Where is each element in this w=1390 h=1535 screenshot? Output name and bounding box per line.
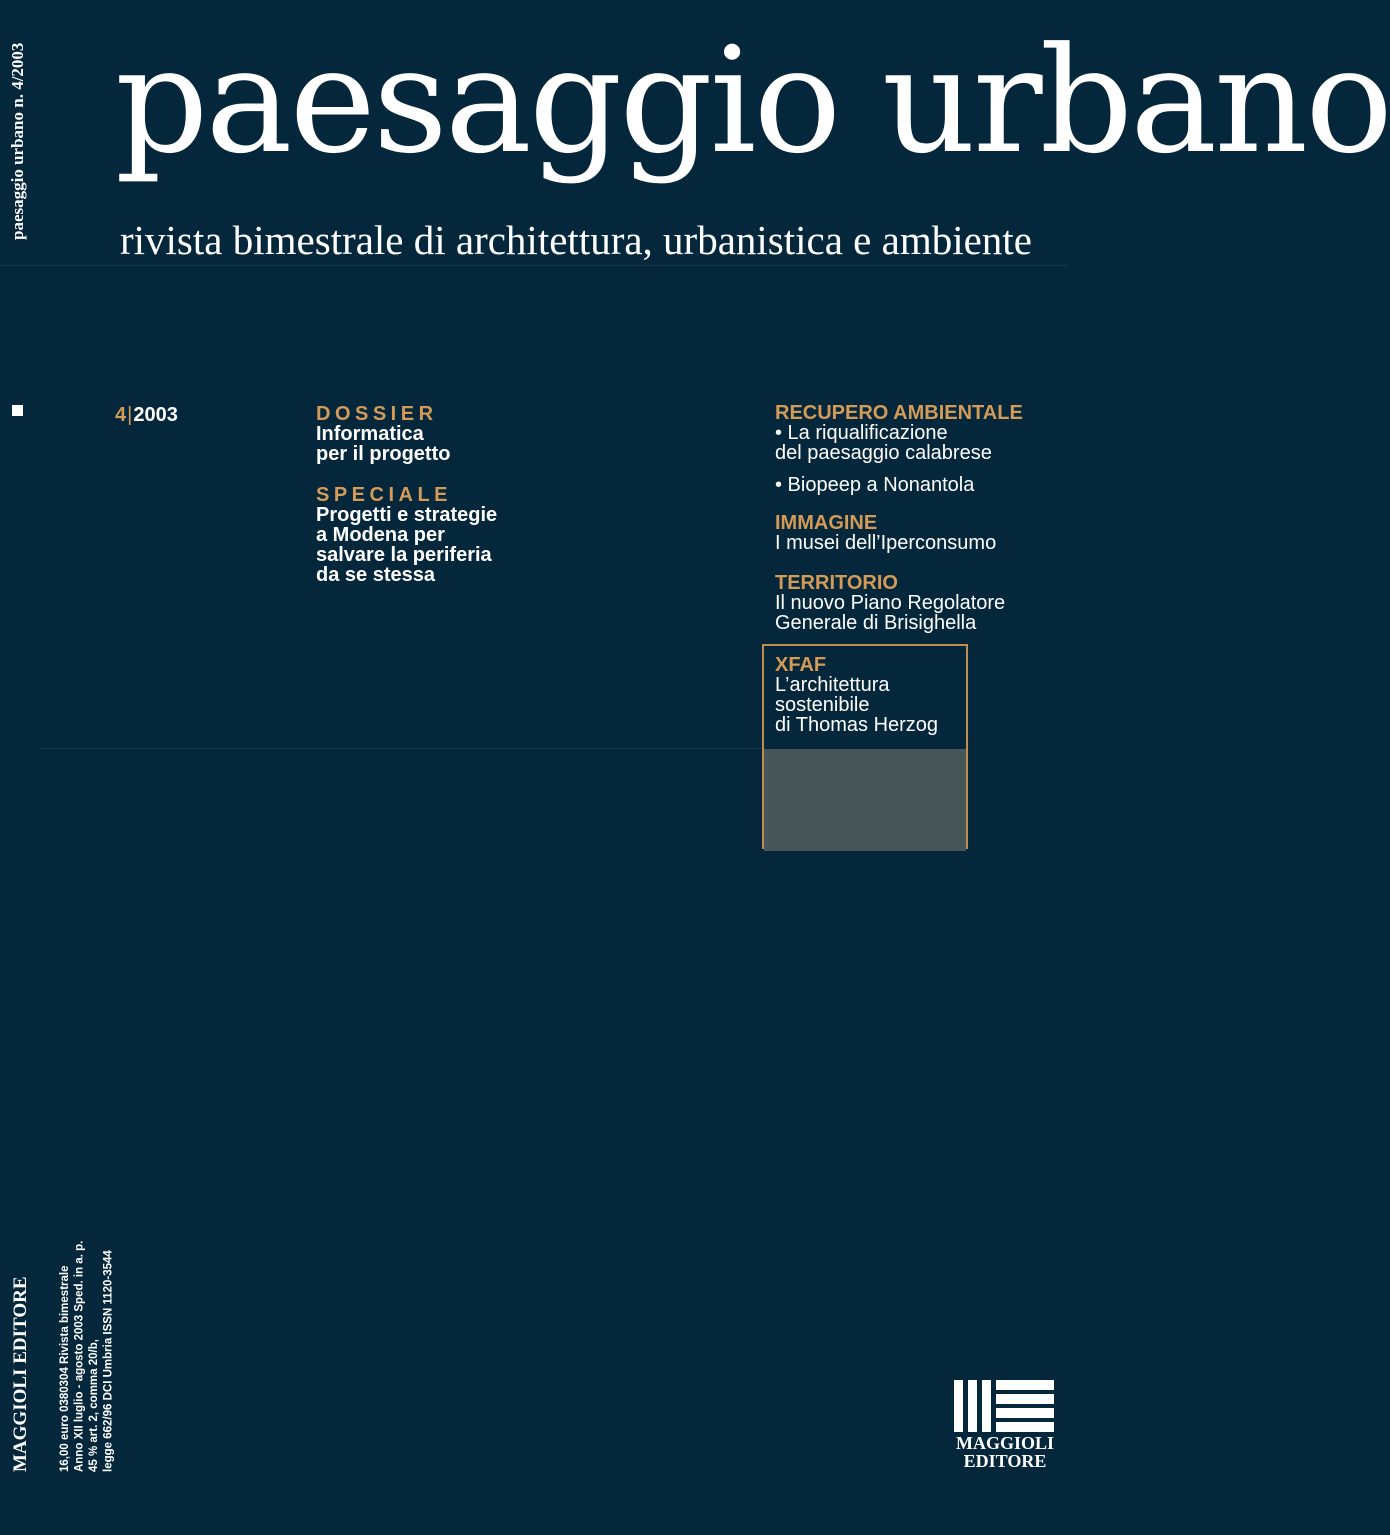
logo-line1: MAGGIOLI — [955, 1433, 1054, 1453]
dossier-label: DOSSIER — [316, 403, 438, 425]
speciale-label: SPECIALE — [316, 484, 453, 506]
dossier-line: per il progetto — [316, 443, 451, 465]
imprint-line: 45 % art. 2, comma 20/b, — [88, 1339, 100, 1472]
maggioli-logo-mark-icon — [954, 1380, 1054, 1432]
issue-number — [115, 404, 178, 427]
xfaf-section — [775, 655, 938, 735]
publisher-logo — [952, 1380, 1058, 1472]
immagine-line: I musei dell’Iperconsumo — [775, 532, 997, 554]
xfaf-line: sostenibile — [775, 694, 870, 716]
top-divider — [0, 265, 1068, 266]
speciale-section — [316, 485, 497, 585]
recupero-section — [775, 403, 1023, 495]
territorio-text — [775, 593, 1005, 633]
recupero-line: • La riqualificazione — [775, 422, 948, 444]
magazine-subtitle: rivista bimestrale di architettura, urbanistica e ambiente — [120, 217, 1032, 263]
imprint-line: Anno XII luglio - agosto 2003 Sped. in a. p. — [73, 1240, 86, 1472]
immagine-label: IMMAGINE — [775, 512, 878, 534]
territorio-line: Generale di Brisighella — [775, 612, 977, 634]
imprint-line: 16,00 euro 0380304 Rivista bimestrale — [59, 1265, 71, 1472]
middle-divider — [40, 748, 762, 749]
xfaf-line: L’architettura — [775, 674, 890, 696]
speciale-text — [316, 505, 497, 585]
recupero-item — [775, 475, 1023, 495]
xfaf-line: di Thomas Herzog — [775, 714, 939, 736]
territorio-line: Il nuovo Piano Regolatore — [775, 592, 1006, 614]
speciale-line: da se stessa — [316, 564, 435, 586]
dossier-line: Informatica — [316, 423, 424, 445]
magazine-title: paesaggio urbano — [115, 16, 1390, 186]
immagine-section — [775, 513, 996, 553]
recupero-label: RECUPERO AMBIENTALE — [775, 402, 1023, 424]
dossier-text — [316, 424, 450, 464]
spine-title: paesaggio urbano n. 4/2003 — [8, 42, 27, 240]
xfaf-box — [762, 644, 968, 849]
xfaf-image-placeholder — [764, 749, 966, 851]
recupero-line: del paesaggio calabrese — [775, 442, 992, 464]
territorio-label: TERRITORIO — [775, 572, 898, 594]
publisher-spine: MAGGIOLI EDITORE — [10, 1276, 31, 1472]
dossier-section — [316, 404, 450, 464]
imprint-text — [58, 1210, 118, 1472]
speciale-line: salvare la periferia — [316, 544, 492, 566]
issue-separator: | — [127, 404, 133, 426]
xfaf-text — [775, 675, 938, 735]
speciale-line: a Modena per — [316, 524, 445, 546]
speciale-line: Progetti e strategie — [316, 504, 498, 526]
bullet-square-icon — [12, 405, 23, 416]
issue-num: 4 — [115, 404, 127, 426]
imprint-line: legge 662/96 DCI Umbria ISSN 1120-3544 — [102, 1250, 115, 1472]
immagine-text — [775, 533, 996, 553]
xfaf-label: XFAF — [775, 654, 827, 676]
issue-year: 2003 — [133, 404, 178, 426]
logo-line2: EDITORE — [963, 1451, 1047, 1471]
territorio-section — [775, 573, 1005, 633]
recupero-item — [775, 423, 1023, 463]
recupero-line: • Biopeep a Nonantola — [775, 474, 975, 496]
